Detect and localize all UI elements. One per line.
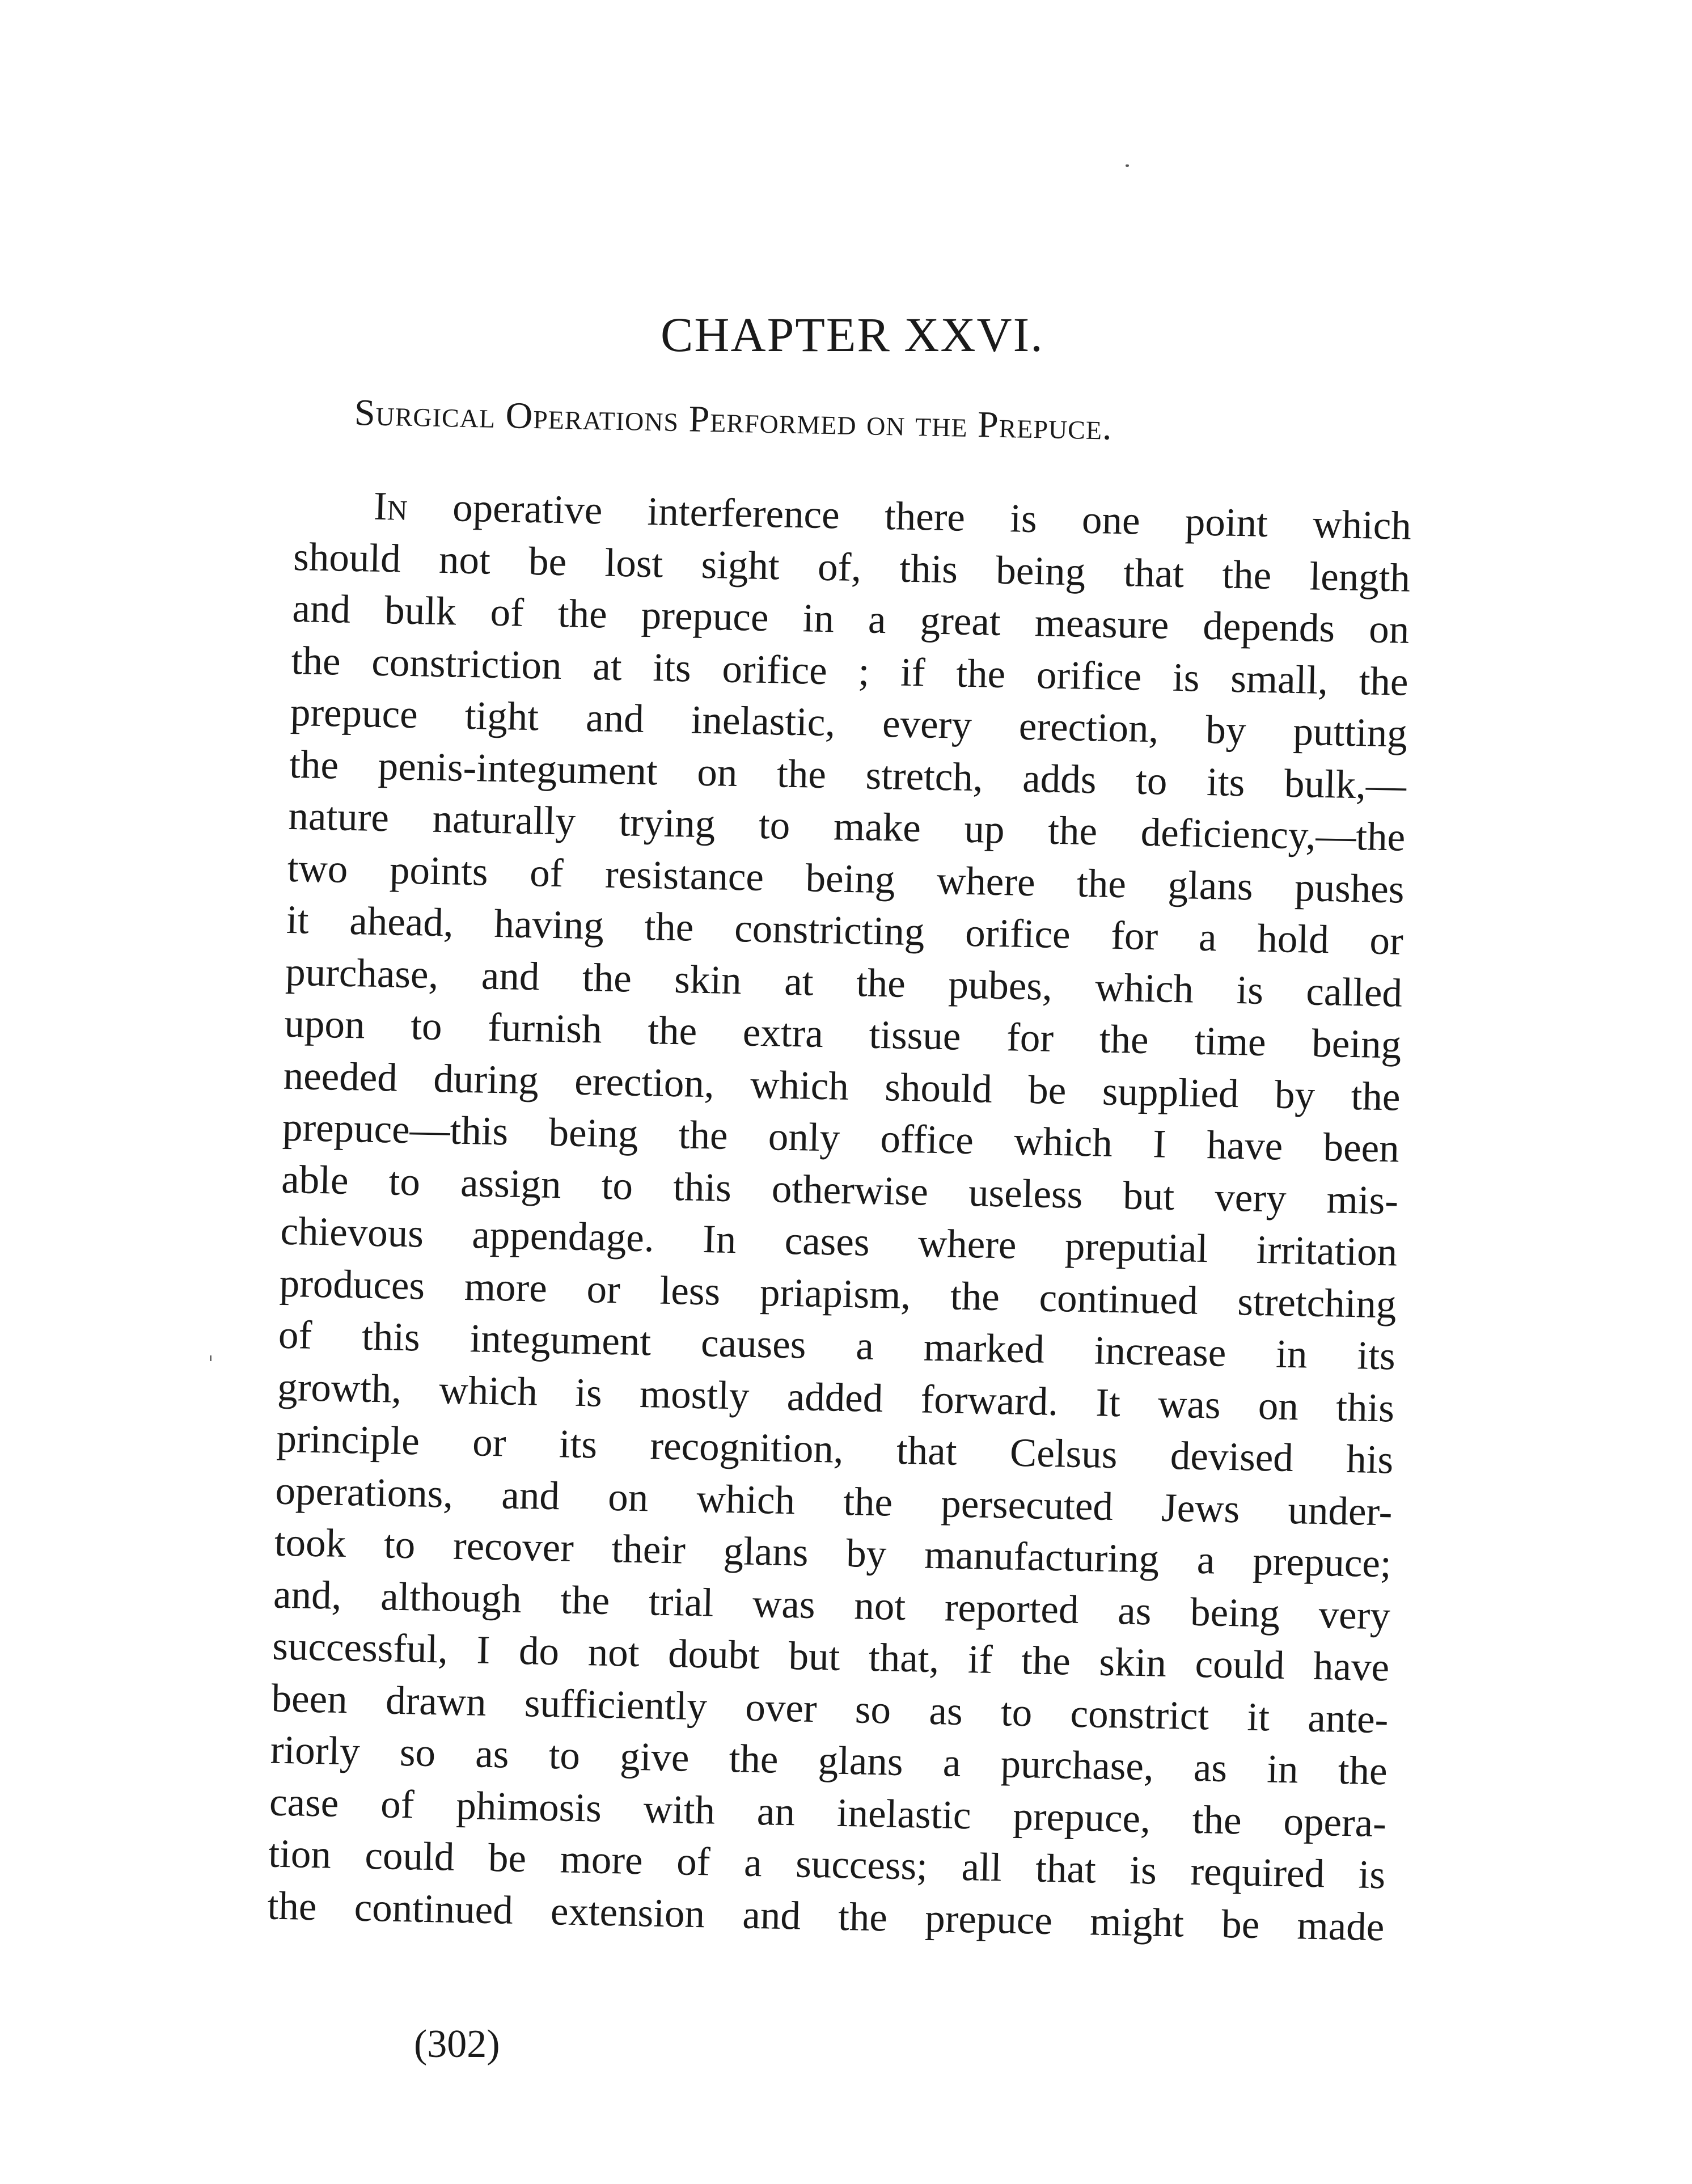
- text-line: prepuce tight and inelastic, every erection, by putting: [290, 690, 1408, 756]
- print-speck: [1126, 164, 1129, 167]
- text-line: it ahead, having the constricting orifice for a hold or: [286, 897, 1404, 964]
- body-paragraph: [267, 479, 1412, 1953]
- text-line: and bulk of the prepuce in a great measure depends on: [291, 586, 1410, 652]
- section-title: Surgical Operations Performed on the Prepuce.: [354, 392, 1113, 448]
- text-line: upon to furnish the extra tissue for the time being: [284, 1001, 1402, 1067]
- text-line: been drawn sufficiently over so as to constrict it ante-: [270, 1676, 1389, 1742]
- text-line: principle or its recognition, that Celsus devised his: [276, 1416, 1394, 1482]
- text-line: two points of resistance being where the glans pushes: [287, 846, 1405, 912]
- text-line: case of phimosis with an inelastic prepuce, the opera-: [269, 1780, 1387, 1845]
- text-line: In operative interference there is one point which: [373, 484, 1412, 548]
- text-line: successful, I do not doubt but that, if the skin could have: [272, 1624, 1390, 1690]
- text-line: riorly so as to give the glans a purchase, as in the: [270, 1727, 1388, 1794]
- print-mark: [210, 1355, 212, 1361]
- text-line: the penis-integument on the stretch, adds to its bulk,—: [289, 742, 1407, 808]
- text-line: tion could be more of a success; all that is required is: [268, 1831, 1386, 1898]
- text-line: the constriction at its orifice ; if the orifice is small, the: [291, 638, 1409, 704]
- text-line: growth, which is mostly added forward. It was on this: [277, 1365, 1395, 1431]
- text-line: prepuce—this being the only office which I have been: [282, 1105, 1400, 1171]
- text-line: needed during erection, which should be supplied by the: [283, 1053, 1401, 1120]
- text-line: took to recover their glans by manufacturing a prepuce;: [274, 1520, 1392, 1586]
- text-line: of this integument causes a marked increase in its: [278, 1312, 1396, 1379]
- text-line: produces more or less priapism, the continued stretching: [279, 1261, 1397, 1327]
- text-line: and, although the trial was not reported as being very: [273, 1572, 1391, 1638]
- text-line: chievous appendage. In cases where preputial irritation: [280, 1209, 1398, 1275]
- text-line: able to assign to this otherwise useless but very mis-: [281, 1157, 1399, 1223]
- text-line: nature naturally trying to make up the deficiency,—the: [287, 793, 1406, 860]
- page-number: (302): [414, 2022, 500, 2066]
- text-line: operations, and on which the persecuted Jews under-: [275, 1468, 1393, 1534]
- text-line: purchase, and the skin at the pubes, which is called: [285, 949, 1403, 1016]
- lead-word: In: [373, 484, 408, 529]
- chapter-title: CHAPTER XXVI.: [661, 307, 1044, 362]
- text-line: the continued extension and the prepuce might be made: [267, 1883, 1385, 1949]
- text-line: should not be lost sight of, this being that the length: [293, 534, 1411, 601]
